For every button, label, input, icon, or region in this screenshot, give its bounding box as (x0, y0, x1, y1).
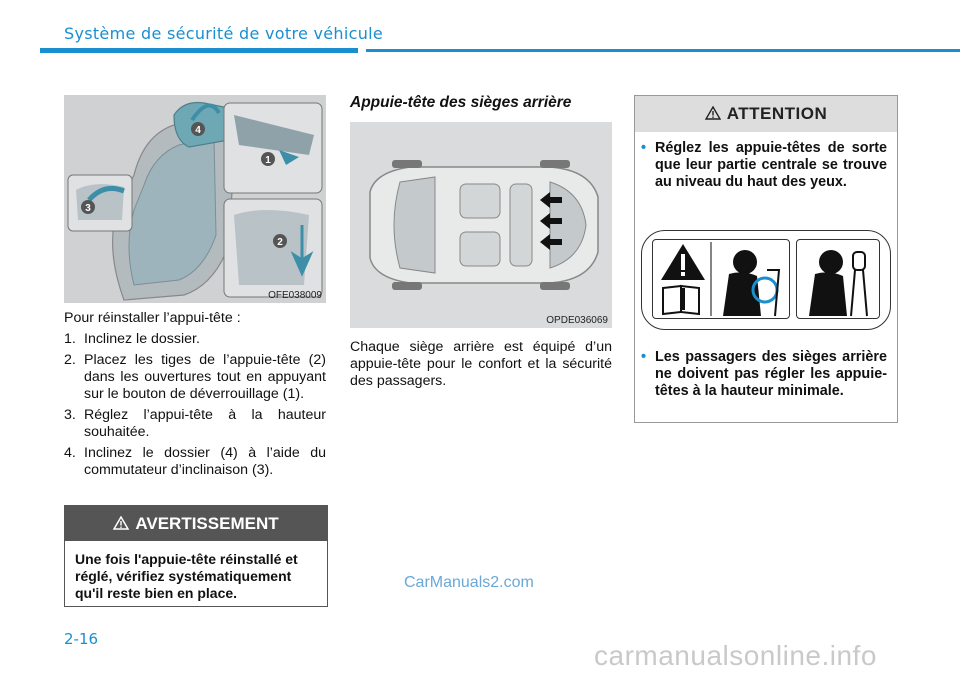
step-text: Réglez l’appui-tête à la hauteur souhaitée. (84, 407, 326, 440)
section-title: Appuie-tête des sièges arrière (350, 94, 572, 111)
warning-header (65, 506, 327, 541)
attention-header (635, 96, 897, 132)
attention-bullet (641, 349, 887, 400)
warning-title: AVERTISSEMENT (135, 514, 279, 533)
warning-triangle-icon (113, 507, 129, 542)
warning-text: Une fois l'appuie-tête réinstallé et réglé, vérifiez systématiquement qu'il reste bien en place. (75, 551, 298, 601)
pictogram-panel (641, 230, 891, 330)
step-text: Inclinez le dossier (4) à l’aide du commutateur d’inclinaison (3). (84, 445, 326, 478)
header-rule-thin (366, 49, 960, 52)
attention-box (634, 95, 898, 423)
list-item (64, 407, 326, 441)
rear-headrest-text: Chaque siège arrière est équipé d’un appuie-tête pour le confort et la sécurité des passagers. (350, 339, 612, 389)
step-text: Inclinez le dossier. (84, 331, 200, 347)
manual-book-icon (663, 286, 699, 314)
car-top-view-figure (350, 122, 612, 328)
bullet-text: Les passagers des sièges arrière ne doivent pas régler les appuie-têtes à la hauteur minimale. (655, 349, 887, 399)
step-number: 1. (64, 331, 76, 347)
chapter-title: Système de sécurité de votre véhicule (64, 24, 384, 43)
bullet-dot-icon: • (641, 349, 647, 365)
callout-2 (273, 234, 287, 248)
svg-text:2: 2 (277, 237, 283, 248)
head-with-headrest-icon (809, 250, 867, 316)
pictogram-right (796, 239, 880, 319)
page-number: 2-16 (64, 630, 99, 648)
header-rule-thick (40, 48, 358, 53)
list-item (64, 331, 326, 348)
svg-text:4: 4 (195, 125, 201, 136)
bullet-text: Réglez les appuie-têtes de sorte que leur partie centrale se trouve au niveau du haut des yeux. (655, 140, 887, 190)
pictogram-left (652, 239, 790, 319)
install-intro: Pour réinstaller l’appui-tête : (64, 310, 241, 326)
list-item (64, 445, 326, 479)
list-item (64, 352, 326, 403)
callout-3 (81, 200, 95, 214)
watermark-carmanuals2: CarManuals2.com (404, 574, 534, 591)
svg-text:1: 1 (265, 155, 271, 166)
watermark-carmanualsonline: carmanualsonline.info (594, 640, 877, 671)
seat-headrest-figure (64, 95, 326, 303)
figure-code: OFE038009 (268, 290, 322, 301)
warning-exclamation-icon (661, 244, 705, 280)
svg-text:3: 3 (85, 203, 91, 214)
head-in-car-seat-icon (723, 250, 779, 316)
callout-1 (261, 152, 275, 166)
step-number: 2. (64, 352, 76, 368)
callout-4 (191, 122, 205, 136)
attention-bullet (641, 140, 887, 191)
attention-title: ATTENTION (726, 104, 828, 123)
left-column-text (64, 310, 326, 479)
step-number: 4. (64, 445, 76, 461)
warning-triangle-icon (705, 97, 721, 133)
bullet-dot-icon: • (641, 140, 647, 156)
step-number: 3. (64, 407, 76, 423)
step-text: Placez les tiges de l’appuie-tête (2) dans les ouvertures tout en appuyant sur le bouton de déverrouillage (1). (84, 352, 326, 402)
warning-box (64, 505, 328, 607)
figure-code: OPDE036069 (546, 315, 608, 326)
